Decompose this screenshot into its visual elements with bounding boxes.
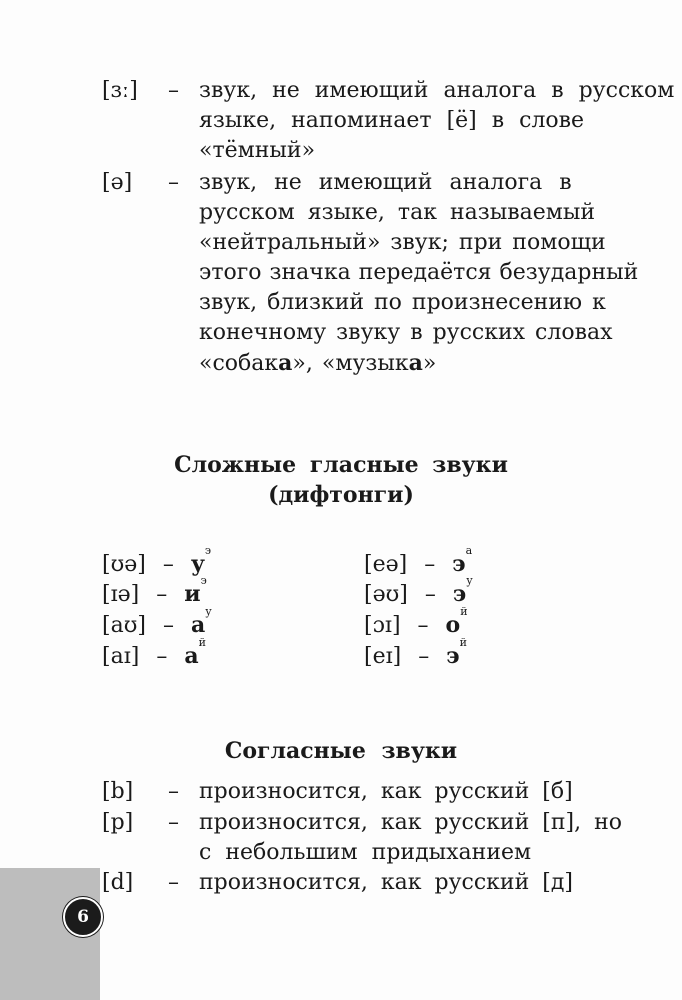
description-line: произносится, как русский [б] — [199, 779, 573, 804]
dash: – — [417, 613, 429, 638]
description-line: конечному звуку в русских словах — [199, 320, 613, 345]
consonant-entry — [102, 808, 622, 868]
page-number: 6 — [63, 897, 103, 937]
phonetic-symbol: [aʊ] — [102, 613, 146, 638]
vowel-entry — [102, 168, 639, 379]
phonetic-symbol: [ɔɪ] — [364, 613, 401, 638]
superscript: э — [204, 544, 212, 557]
entry-description — [199, 168, 639, 379]
description-line: языке, напоминает [ё] в слове — [199, 108, 585, 133]
description-line: произносится, как русский [п], но — [199, 810, 622, 835]
diphthong-row — [364, 544, 473, 580]
phonetic-symbol: [əʊ] — [364, 582, 408, 607]
description-line: «тёмный» — [199, 138, 316, 163]
phonetic-symbol: [eɪ] — [364, 644, 402, 669]
russian-equivalent: а — [190, 612, 206, 638]
diphthong-row — [102, 544, 212, 580]
dash: – — [156, 582, 168, 607]
dash: – — [168, 78, 179, 103]
description-line: произносится, как русский [д] — [199, 870, 573, 895]
diphthong-row — [364, 605, 468, 641]
dash: – — [424, 552, 436, 577]
dash: – — [168, 810, 179, 835]
entry-description — [199, 76, 675, 166]
entry-description — [199, 868, 622, 898]
consonant-entry — [102, 868, 622, 898]
superscript: й — [198, 636, 206, 649]
phonetic-symbol: [ɪə] — [102, 582, 140, 607]
superscript: й — [459, 636, 467, 649]
phonetic-symbol: [aɪ] — [102, 644, 140, 669]
dash: – — [168, 779, 179, 804]
description-line: звук, не имеющий аналога в русском — [199, 78, 675, 103]
diphthong-row — [364, 574, 473, 610]
phonetic-symbol: [ə] — [102, 170, 133, 195]
russian-equivalent: э — [452, 581, 467, 607]
russian-equivalent: э — [446, 643, 460, 669]
phonetic-symbol: [ʊə] — [102, 552, 146, 577]
phonetic-symbol: [d] — [102, 870, 134, 895]
russian-equivalent: о — [445, 612, 461, 638]
entry-description — [199, 777, 622, 807]
example-words: «собака», «музыка» — [199, 350, 437, 376]
dash: – — [162, 613, 174, 638]
superscript: у — [205, 605, 212, 618]
russian-equivalent: у — [190, 551, 205, 577]
description-line: звук, близкий по произнесению к — [199, 290, 606, 315]
description-line: звук, не имеющий аналога в — [199, 170, 572, 195]
diphthong-row — [102, 605, 212, 641]
dash: – — [424, 582, 436, 607]
superscript: а — [465, 544, 473, 557]
entry-description — [199, 808, 622, 868]
section-heading — [0, 450, 682, 510]
vowel-entry — [102, 76, 675, 166]
consonant-entry — [102, 777, 622, 807]
phonetic-symbol: [p] — [102, 810, 134, 835]
dash: – — [418, 644, 430, 669]
description-line: русском языке, так называемый — [199, 200, 596, 225]
diphthong-row — [102, 636, 206, 672]
russian-equivalent: э — [452, 551, 466, 577]
heading-line: (дифтонги) — [268, 482, 414, 508]
description-line: с небольшим придыханием — [199, 840, 532, 865]
description-line: этого значка передаётся безударный — [199, 260, 639, 285]
superscript: й — [460, 605, 468, 618]
diphthong-row — [102, 574, 207, 610]
phonetic-symbol: [eə] — [364, 552, 408, 577]
dash: – — [168, 170, 179, 195]
description-line: «нейтральный» звук; при помощи — [199, 230, 606, 255]
superscript: у — [466, 574, 473, 587]
heading-line: Сложные гласные звуки — [174, 452, 508, 478]
dash: – — [168, 870, 179, 895]
superscript: э — [200, 574, 207, 587]
dash: – — [162, 552, 174, 577]
diphthong-row — [364, 636, 467, 672]
dash: – — [156, 644, 168, 669]
russian-equivalent: и — [184, 581, 201, 607]
section-heading: Согласные звуки — [224, 738, 458, 764]
phonetic-symbol: [b] — [102, 779, 134, 804]
russian-equivalent: а — [184, 643, 199, 669]
phonetic-symbol: [ɜː] — [102, 78, 138, 103]
